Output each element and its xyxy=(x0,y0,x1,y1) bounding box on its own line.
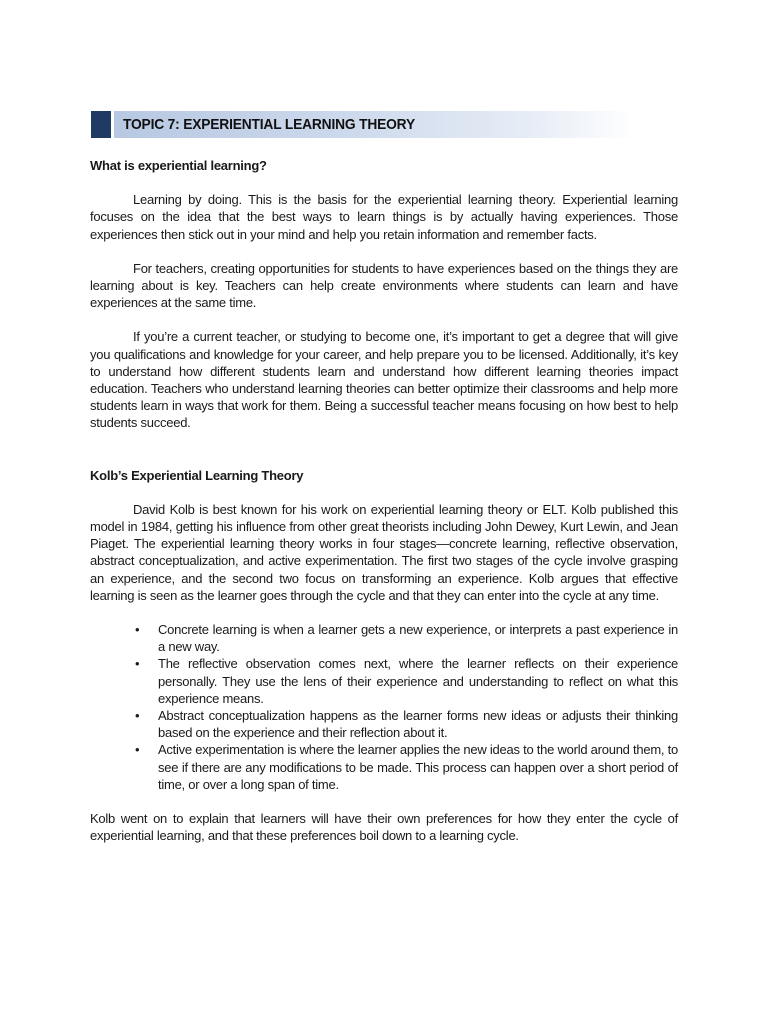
bullet-icon: • xyxy=(135,622,140,638)
paragraph-kolb-intro: David Kolb is best known for his work on experiential learning theory or ELT. Kolb published this model in 1984, getting his influence from other great theorists including John Dewey, Kurt Lewin, and Jean Piaget. The experiential learning theory works in four stages—concrete learning, reflective observation, abstract conceptualization, and active experimentation. The first two stages of the cycle involve grasping an experience, and the second two focus on transforming an experience. Kolb argues that effective learning is seen as the learner goes through the cycle and that they can enter into the cycle at any time. xyxy=(90,501,678,603)
bullet-icon: • xyxy=(135,656,140,672)
paragraph-for-teachers: For teachers, creating opportunities for students to have experiences based on the things they are learning about is key. Teachers can help create environments where students can learn and have experiences at the same time. xyxy=(90,260,678,311)
paragraph-current-teacher: If you’re a current teacher, or studying to become one, it’s important to get a degree that will give you qualifications and knowledge for your career, and help prepare you to be licensed. Additionally, it’s key to understand how different students learn and understand how different learning theories impact education. Teachers who understand learning theories can better optimize their classrooms and help more students learn in ways that work for them. Being a successful teacher means focusing on how best to help students succeed. xyxy=(90,329,678,431)
bullet-text: The reflective observation comes next, where the learner reflects on their experience personally. They use the lens of their experience and understanding to reflect on what this experience means. xyxy=(158,656,678,706)
bullet-icon: • xyxy=(135,742,140,758)
section-heading-what-is: What is experiential learning? xyxy=(90,158,267,173)
list-item xyxy=(90,741,678,793)
topic-title: TOPIC 7: EXPERIENTIAL LEARNING THEORY xyxy=(123,116,415,133)
list-item xyxy=(90,707,678,741)
bullet-icon: • xyxy=(135,708,140,724)
stage-bullet-list xyxy=(90,621,678,793)
list-item xyxy=(90,621,678,655)
topic-banner xyxy=(91,111,636,138)
topic-marker-block xyxy=(91,111,111,138)
bullet-text: Abstract conceptualization happens as the learner forms new ideas or adjusts their thinking based on the experience and their reflection about it. xyxy=(158,708,678,741)
paragraph-kolb-closing: Kolb went on to explain that learners will have their own preferences for how they enter the cycle of experiential learning, and that these preferences boil down to a learning cycle. xyxy=(90,811,678,844)
topic-title-bar xyxy=(114,111,636,138)
list-item xyxy=(90,655,678,707)
bullet-text: Active experimentation is where the learner applies the new ideas to the world around them, to see if there are any modifications to be made. This process can happen over a short period of time, or over a long span of time. xyxy=(158,742,678,792)
paragraph-learning-by-doing: Learning by doing. This is the basis for the experiential learning theory. Experiential learning focuses on the idea that the best ways to learn things is by actually having experiences. Those experiences then stick out in your mind and help you retain information and remember facts. xyxy=(90,192,678,242)
section-heading-kolb: Kolb’s Experiential Learning Theory xyxy=(90,467,304,483)
bullet-text: Concrete learning is when a learner gets a new experience, or interprets a past experience in a new way. xyxy=(158,622,678,655)
document-body xyxy=(90,157,678,845)
